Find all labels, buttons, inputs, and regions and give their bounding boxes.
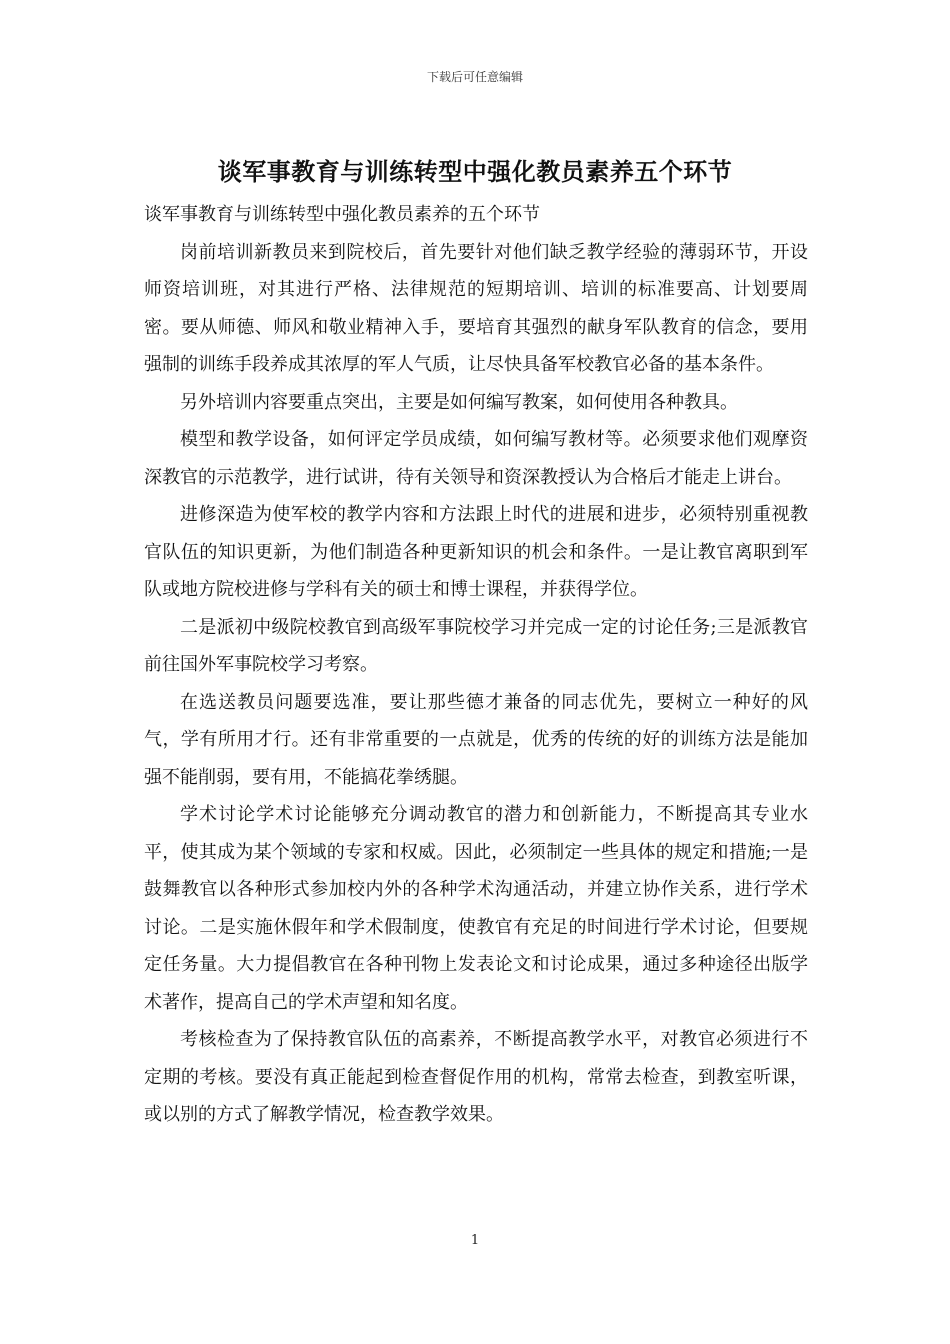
paragraph: 在选送教员问题要选准，要让那些德才兼备的同志优先，要树立一种好的风气，学有所用才行。还有非常重要的一点就是，优秀的传统的好的训练方法是能加强不能削弱，要有用，不能搞花拳绣腿。	[144, 691, 808, 788]
paragraph: 学术讨论学术讨论能够充分调动教官的潜力和创新能力，不断提高其专业水平，使其成为某个领域的专家和权威。因此，必须制定一些具体的规定和措施;一是鼓舞教官以各种形式参加校内外的各种学术沟通活动，并建立协作关系，进行学术讨论。二是实施休假年和学术假制度，使教官有充足的时间进行学术讨论，但要规定任务量。大力提倡教官在各种刊物上发表论文和讨论成果，通过多种途径出版学术著作，提高自己的学术声望和知名度。	[144, 804, 808, 1013]
header-note: 下载后可任意编辑	[426, 70, 523, 84]
document-body	[144, 196, 808, 1134]
paragraph: 岗前培训新教员来到院校后，首先要针对他们缺乏教学经验的薄弱环节，开设师资培训班，对其进行严格、法律规范的短期培训、培训的标准要高、计划要周密。要从师德、师风和敬业精神入手，要培育其强烈的献身军队教育的信念，要用强制的训练手段养成其浓厚的军人气质，让尽快具备军校教官必备的基本条件。	[144, 241, 808, 375]
paragraph: 考核检查为了保持教官队伍的高素养，不断提高教学水平，对教官必须进行不定期的考核。要没有真正能起到检查督促作用的机构，常常去检查，到教室听课，或以别的方式了解教学情况，检查教学效果。	[144, 1029, 808, 1125]
document-subtitle: 谈军事教育与训练转型中强化教员素养的五个环节	[144, 204, 540, 225]
page-number: 1	[470, 1233, 480, 1248]
paragraph: 进修深造为使军校的教学内容和方法跟上时代的进展和进步，必须特别重视教官队伍的知识更新，为他们制造各种更新知识的机会和条件。一是让教官离职到军队或地方院校进修与学科有关的硕士和博士课程，并获得学位。	[144, 504, 808, 600]
document-title: 谈军事教育与训练转型中强化教员素养五个环节	[217, 158, 733, 186]
paragraph: 另外培训内容要重点突出，主要是如何编写教案，如何使用各种教具。	[180, 391, 738, 413]
paragraph: 模型和教学设备，如何评定学员成绩，如何编写教材等。必须要求他们观摩资深教官的示范教学，进行试讲，待有关领导和资深教授认为合格后才能走上讲台。	[144, 429, 808, 488]
paragraph: 二是派初中级院校教官到高级军事院校学习并完成一定的讨论任务;三是派教官前往国外军事院校学习考察。	[144, 616, 808, 675]
